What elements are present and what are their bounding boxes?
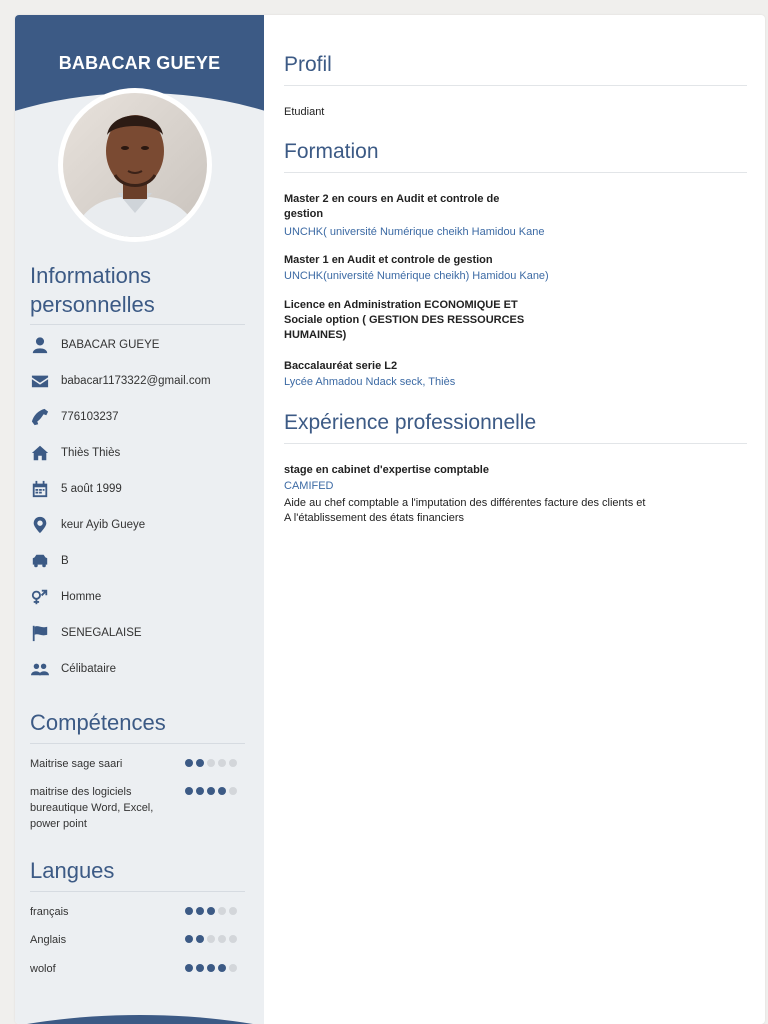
experience-role: stage en cabinet d'expertise comptable bbox=[284, 464, 489, 476]
language-rating bbox=[185, 935, 237, 943]
info-row-email bbox=[30, 371, 211, 391]
formation-school: UNCHK( université Numérique cheikh Hamidou Kane bbox=[284, 226, 545, 238]
experience-divider bbox=[284, 443, 747, 444]
info-title-line2: personnelles bbox=[30, 292, 155, 317]
experience-description: Aide au chef comptable a l'imputation des différentes facture des clients et A l'établissement des états financiers bbox=[284, 497, 646, 524]
sidebar bbox=[15, 15, 264, 1024]
users-icon bbox=[30, 659, 50, 679]
info-nationality: SENEGALAISE bbox=[61, 627, 142, 639]
languages-divider bbox=[30, 891, 245, 892]
formation-title: Formation bbox=[284, 140, 379, 163]
info-email[interactable]: babacar1173322@gmail.com bbox=[61, 375, 211, 387]
info-row-address bbox=[30, 515, 145, 535]
info-city: Thiès Thiès bbox=[61, 447, 121, 459]
info-title-line1: Informations bbox=[30, 263, 152, 288]
home-icon bbox=[30, 443, 50, 463]
cv-page bbox=[15, 15, 765, 1024]
formation-degree: Licence en Administration ECONOMIQUE ET Sociale option ( GESTION DES RESSOURCES HUMAINES) bbox=[284, 299, 525, 341]
info-license: B bbox=[61, 555, 69, 567]
skill-rating bbox=[185, 787, 237, 795]
formation-degree: Master 2 en cours en Audit et controle de gestion bbox=[284, 193, 500, 220]
info-phone: 776103237 bbox=[61, 411, 119, 423]
formation-school: UNCHK(université Numérique cheikh) Hamidou Kane) bbox=[284, 270, 549, 282]
language-rating bbox=[185, 907, 237, 915]
skill-rating bbox=[185, 759, 237, 767]
profil-title: Profil bbox=[284, 53, 332, 76]
skill-label: maitrise des logiciels bureautique Word, Excel, power point bbox=[30, 786, 154, 830]
language-label: wolof bbox=[30, 963, 56, 975]
info-row-city bbox=[30, 443, 120, 463]
language-label: Anglais bbox=[30, 934, 67, 946]
formation-divider bbox=[284, 172, 747, 173]
info-row-birthdate bbox=[30, 479, 122, 499]
profil-text: Etudiant bbox=[284, 106, 325, 118]
experience-title: Expérience professionnelle bbox=[284, 411, 537, 434]
formation-degree: Master 1 en Audit et controle de gestion bbox=[284, 254, 493, 266]
info-gender: Homme bbox=[61, 591, 102, 603]
info-address: keur Ayib Gueye bbox=[61, 519, 146, 531]
profil-divider bbox=[284, 85, 747, 86]
sidebar-footer-band bbox=[15, 1015, 264, 1024]
calendar-icon bbox=[30, 479, 50, 499]
info-row-license bbox=[30, 551, 69, 571]
info-divider bbox=[30, 324, 245, 325]
skills-section-title: Compétences bbox=[30, 710, 166, 735]
info-section-title bbox=[30, 261, 155, 319]
user-icon bbox=[30, 335, 50, 355]
info-row-name bbox=[30, 335, 159, 355]
info-marital-status: Célibataire bbox=[61, 663, 116, 675]
languages-section-title: Langues bbox=[30, 858, 115, 883]
candidate-name: BABACAR GUEYE bbox=[58, 53, 221, 73]
language-label: français bbox=[30, 906, 69, 918]
profile-photo bbox=[58, 88, 212, 242]
experience-company: CAMIFED bbox=[284, 480, 334, 492]
skill-label: Maitrise sage saari bbox=[30, 758, 123, 770]
info-row-marital bbox=[30, 659, 116, 679]
info-row-phone bbox=[30, 407, 119, 427]
flag-icon bbox=[30, 623, 50, 643]
profile-photo-image bbox=[63, 93, 207, 237]
car-icon bbox=[30, 551, 50, 571]
phone-icon bbox=[30, 407, 50, 427]
formation-degree: Baccalauréat serie L2 bbox=[284, 360, 398, 372]
map-marker-icon bbox=[30, 515, 50, 535]
language-rating bbox=[185, 964, 237, 972]
envelope-icon bbox=[30, 371, 50, 391]
gender-icon bbox=[30, 587, 50, 607]
info-row-gender bbox=[30, 587, 101, 607]
formation-school: Lycée Ahmadou Ndack seck, Thiès bbox=[284, 376, 456, 388]
info-name: BABACAR GUEYE bbox=[61, 339, 160, 351]
info-row-nationality bbox=[30, 623, 142, 643]
skills-divider bbox=[30, 743, 245, 744]
info-birthdate: 5 août 1999 bbox=[61, 483, 122, 495]
